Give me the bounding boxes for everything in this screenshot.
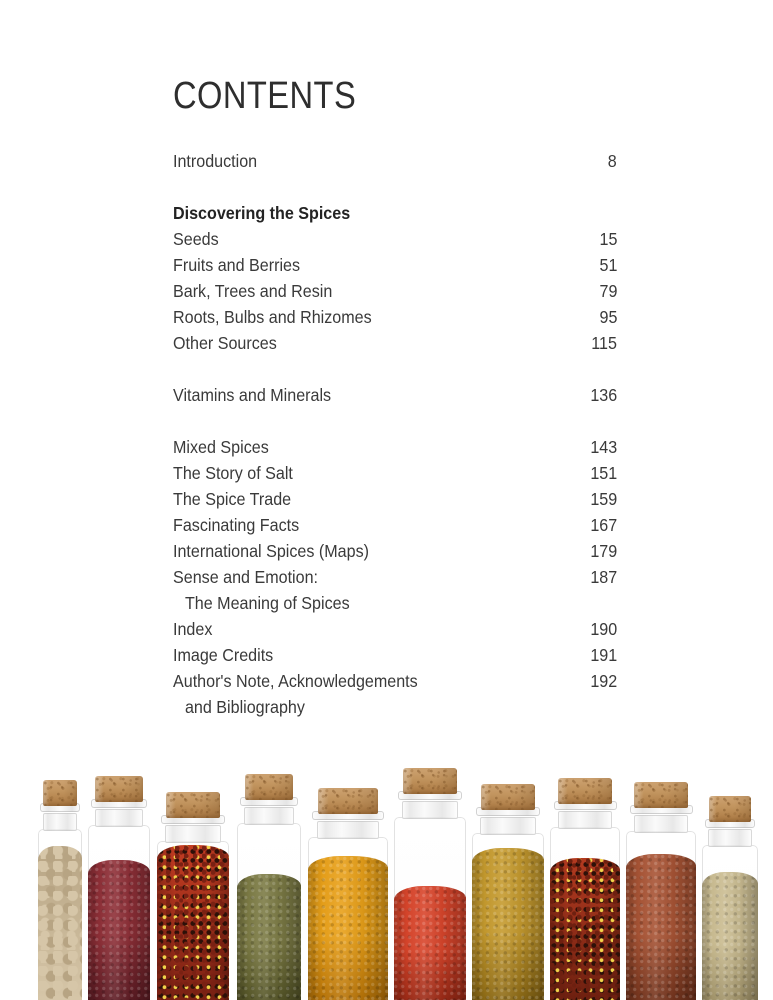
spice-jar (308, 788, 388, 1000)
toc-entry[interactable] (173, 512, 617, 538)
toc-entry-label: Seeds (173, 229, 219, 249)
jar-cork-stopper (95, 776, 142, 802)
jar-cork-stopper (43, 780, 76, 806)
toc-entry[interactable] (173, 278, 617, 304)
jar-neck (480, 817, 536, 835)
toc-entry-label: Fruits and Berries (173, 255, 301, 275)
jar-neck (317, 821, 379, 839)
toc-page-number: 51 (599, 255, 617, 275)
jar-glass-body (626, 831, 696, 1000)
jar-glass-body (702, 845, 758, 1000)
spice-jars-photo (0, 762, 773, 1000)
contents-list (173, 148, 617, 720)
toc-entry[interactable] (173, 382, 617, 408)
toc-entry[interactable] (173, 252, 617, 278)
jar-glass-body (308, 837, 388, 1000)
toc-entry-label: International Spices (Maps) (173, 541, 369, 561)
toc-entry-label: Sense and Emotion: (173, 567, 319, 587)
toc-entry-label: Vitamins and Minerals (173, 385, 332, 405)
toc-page-number: 143 (590, 437, 617, 457)
toc-entry[interactable] (173, 616, 617, 642)
spice-jar (157, 792, 229, 1000)
jar-spice-fill (38, 846, 82, 1000)
jar-spice-texture (472, 848, 544, 1000)
jar-glass-body (550, 827, 620, 1000)
jar-spice-fill (237, 874, 301, 1000)
jar-neck (43, 813, 77, 831)
jar-spice-texture (626, 854, 696, 1000)
toc-entry-label: Discovering the Spices (173, 203, 351, 223)
jar-cork-stopper (166, 792, 221, 818)
toc-entry-label: Fascinating Facts (173, 515, 300, 535)
jar-neck (165, 825, 221, 843)
jar-spice-fill (702, 872, 758, 1000)
spice-jar (237, 774, 301, 1000)
jar-spice-fill (157, 845, 229, 1000)
toc-entry[interactable] (173, 304, 617, 330)
toc-entry-label: Author's Note, Acknowledgements (173, 671, 418, 691)
jar-glass-body (88, 825, 150, 1000)
toc-entry[interactable] (173, 590, 617, 616)
jar-spice-texture (88, 860, 150, 1000)
toc-page-number: 187 (590, 567, 617, 587)
jar-cork-stopper (318, 788, 379, 814)
spice-jar (472, 784, 544, 1000)
toc-entry-label: and Bibliography (184, 697, 305, 717)
jar-glass-body (472, 833, 544, 1000)
jar-neck (402, 801, 458, 819)
toc-page-number: 151 (590, 463, 617, 483)
jar-cork-stopper (634, 782, 687, 808)
jar-spice-texture (157, 845, 229, 1000)
spice-jar (702, 796, 758, 1000)
jar-glass-body (157, 841, 229, 1000)
toc-entry-label: Index (173, 619, 213, 639)
toc-page-number: 115 (591, 333, 617, 353)
spice-jars-photo-inner (0, 762, 773, 1000)
toc-entry[interactable] (173, 694, 617, 720)
toc-entry[interactable] (173, 668, 617, 694)
jar-spice-fill (472, 848, 544, 1000)
toc-entry[interactable] (173, 330, 617, 356)
toc-entry-label: Other Sources (173, 333, 277, 353)
toc-entry-label: Image Credits (173, 645, 274, 665)
toc-page-number: 191 (590, 645, 617, 665)
jar-spice-fill (550, 858, 620, 1000)
jar-spice-fill (88, 860, 150, 1000)
toc-page-number: 167 (590, 515, 617, 535)
toc-entry-label: Mixed Spices (173, 437, 269, 457)
jar-spice-fill (308, 856, 388, 1000)
jar-cork-stopper (481, 784, 536, 810)
toc-page-number: 190 (590, 619, 617, 639)
jar-spice-texture (394, 886, 466, 1000)
toc-page-number: 15 (599, 229, 617, 249)
toc-page-number: 79 (599, 281, 617, 301)
toc-entry[interactable] (173, 460, 617, 486)
jar-neck (558, 811, 613, 829)
toc-entry-label: Roots, Bulbs and Rhizomes (173, 307, 372, 327)
toc-entry[interactable] (173, 148, 617, 174)
toc-page-number: 192 (590, 671, 617, 691)
jar-spice-texture (702, 872, 758, 1000)
toc-section-heading[interactable] (173, 200, 617, 226)
spice-jar (626, 782, 696, 1000)
toc-page-number: 136 (590, 385, 617, 405)
spice-jar (88, 776, 150, 1000)
toc-entry[interactable] (173, 642, 617, 668)
jar-glass-body (38, 829, 82, 1000)
jar-spice-texture (550, 858, 620, 1000)
jar-neck (95, 809, 143, 827)
jar-spice-texture (308, 856, 388, 1000)
toc-entry-label: The Spice Trade (173, 489, 292, 509)
jar-neck (708, 829, 752, 847)
jar-neck (634, 815, 689, 833)
jar-spice-fill (394, 886, 466, 1000)
toc-entry[interactable] (173, 434, 617, 460)
spice-jar (38, 780, 82, 1000)
jar-glass-body (237, 823, 301, 1000)
toc-entry[interactable] (173, 486, 617, 512)
jar-cork-stopper (245, 774, 294, 800)
toc-page-number: 95 (599, 307, 617, 327)
toc-page-number: 159 (590, 489, 617, 509)
jar-cork-stopper (403, 768, 458, 794)
toc-entry-label: Introduction (173, 151, 258, 171)
toc-page-number: 179 (590, 541, 617, 561)
toc-entry-label: The Meaning of Spices (184, 593, 350, 613)
toc-page-number: 8 (608, 151, 617, 171)
spice-jar (550, 778, 620, 1000)
toc-entry[interactable] (173, 538, 617, 564)
toc-entry[interactable] (173, 564, 617, 590)
jar-spice-texture (237, 874, 301, 1000)
jar-glass-body (394, 817, 466, 1000)
jar-cork-stopper (558, 778, 611, 804)
jar-cork-stopper (709, 796, 752, 822)
page-title: CONTENTS (173, 75, 357, 117)
spice-jar (394, 768, 466, 1000)
jar-spice-texture (38, 846, 82, 1000)
toc-entry-label: Bark, Trees and Resin (173, 281, 333, 301)
jar-neck (244, 807, 294, 825)
jar-spice-fill (626, 854, 696, 1000)
toc-entry-label: The Story of Salt (173, 463, 293, 483)
toc-entry[interactable] (173, 226, 617, 252)
